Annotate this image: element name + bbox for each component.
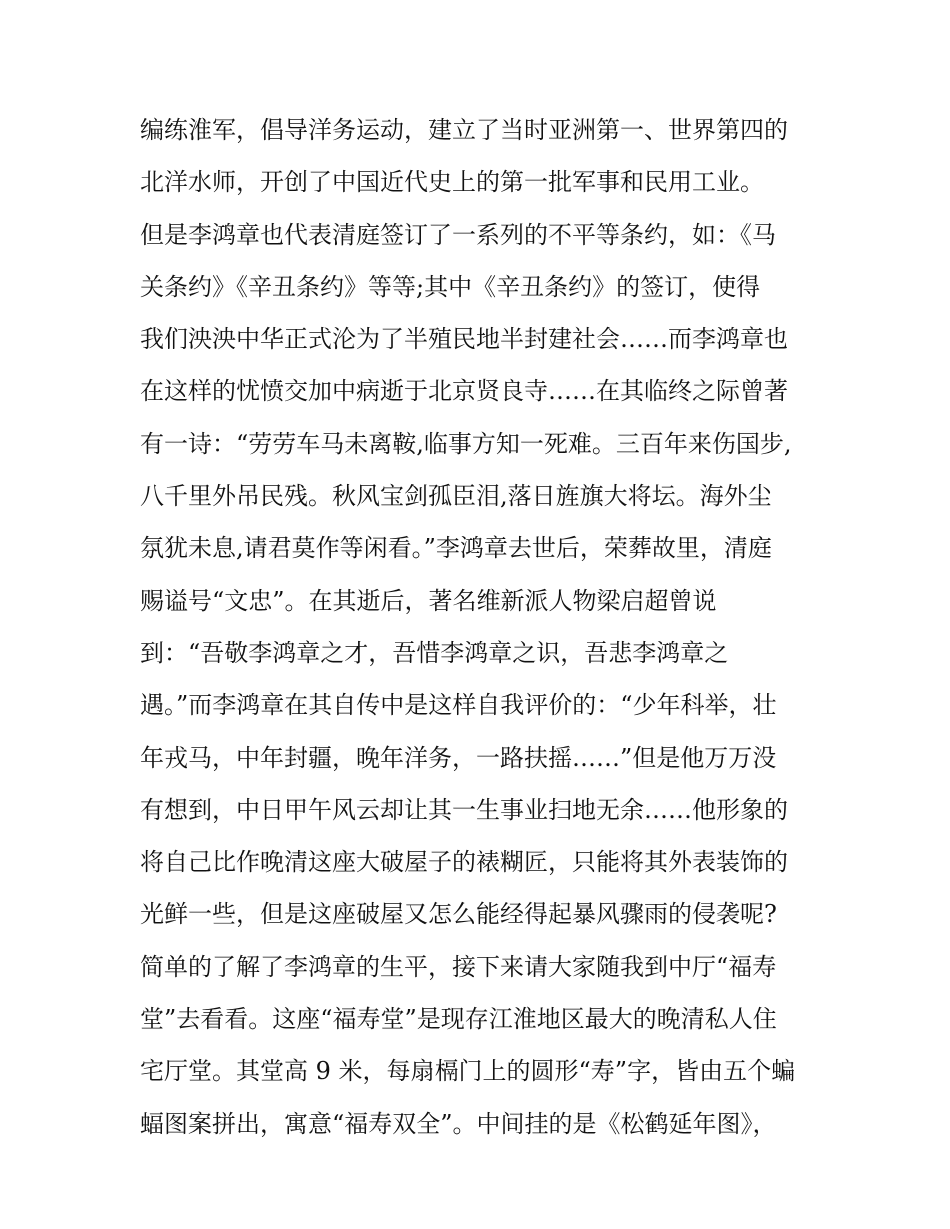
text-line: 在这样的忧愤交加中病逝于北京贤良寺……在其临终之际曾著 xyxy=(140,377,788,406)
text-line: 堂”去看看。这座“福寿堂”是现存江淮地区最大的晚清私人住 xyxy=(140,1005,777,1034)
text-line: 氛犹未息,请君莫作等闲看。”李鸿章去世后，荣葬故里，清庭 xyxy=(140,534,772,563)
text-line: 简单的了解了李鸿章的生平，接下来请大家随我到中厅“福寿 xyxy=(140,952,777,981)
text-line: 北洋水师，开创了中国近代史上的第一批军事和民用工业。 xyxy=(140,168,764,197)
text-line: 有一诗：“劳劳车马未离鞍,临事方知一死难。三百年来伤国步, xyxy=(140,429,792,458)
text-line: 关条约》《辛丑条约》等等;其中《辛丑条约》的签订，使得 xyxy=(140,272,761,301)
text-line: 遇。”而李鸿章在其自传中是这样自我评价的：“少年科举，壮 xyxy=(140,691,777,720)
text-line: 赐谥号“文忠”。在其逝后，著名维新派人物梁启超曾说 xyxy=(140,586,717,615)
text-line: 蝠图案拼出，寓意“福寿双全”。中间挂的是《松鹤延年图》， xyxy=(140,1109,777,1138)
text-line: 将自己比作晚清这座大破屋子的裱糊匠，只能将其外表装饰的 xyxy=(140,848,788,877)
text-line: 光鲜一些，但是这座破屋又怎么能经得起暴风骤雨的侵袭呢? xyxy=(140,900,777,929)
text-line: 八千里外吊民残。秋风宝剑孤臣泪,落日旌旗大将坛。海外尘 xyxy=(140,482,772,511)
text-line: 年戎马，中年封疆，晚年洋务，一路扶摇……”但是他万万没 xyxy=(140,743,777,772)
text-line: 编练淮军，倡导洋务运动，建立了当时亚洲第一、世界第四的 xyxy=(140,116,788,144)
text-line: 有想到，中日甲午风云却让其一生事业扫地无余……他形象的 xyxy=(140,795,788,824)
text-line: 宅厅堂。其堂高 9 米，每扇槅门上的圆形“寿”字，皆由五个蝙 xyxy=(140,1057,796,1086)
text-line: 但是李鸿章也代表清庭签订了一系列的不平等条约，如：《马 xyxy=(140,220,776,249)
text-line: 我们泱泱中华正式沦为了半殖民地半封建社会……而李鸿章也 xyxy=(140,325,788,354)
body-text xyxy=(140,104,830,1150)
text-line: 到：“吾敬李鸿章之才，吾惜李鸿章之识，吾悲李鸿章之 xyxy=(140,638,729,667)
